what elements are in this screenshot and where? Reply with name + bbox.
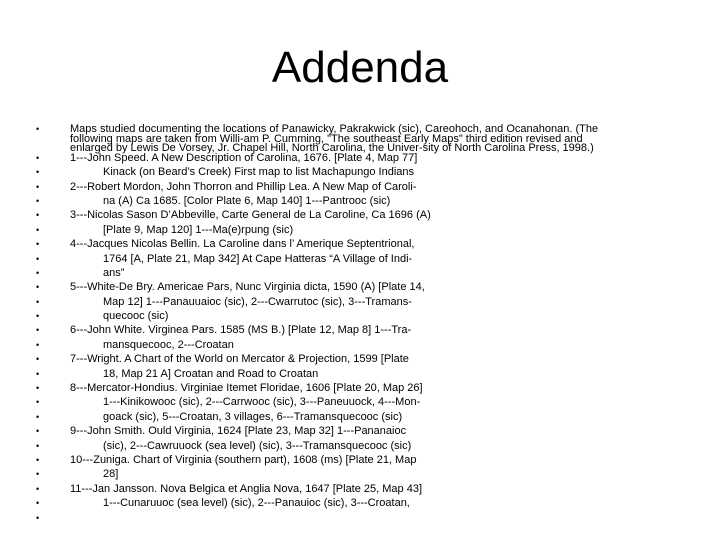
list-item <box>36 165 696 179</box>
list-item <box>36 180 696 194</box>
list-item <box>36 395 696 409</box>
bullet-icon: • <box>36 368 40 379</box>
bullet-icon: • <box>36 267 40 278</box>
line-text: 1764 [A, Plate 21, Map 342] At Cape Hatteras “A Village of Indi- <box>103 252 413 265</box>
line-text: 1---Kinikowooc (sic), 2---Carrwooc (sic), 3---Paneuuock, 4---Mon- <box>103 396 421 409</box>
list-item <box>36 223 696 237</box>
list-item <box>36 511 696 525</box>
list-item <box>36 453 696 467</box>
list-item <box>36 122 696 155</box>
line-text: 4---Jacques Nicolas Bellin. La Caroline dans l’ Amerique Septentrional, <box>70 238 415 251</box>
bullet-icon: • <box>36 311 40 322</box>
bullet-icon: • <box>36 440 40 451</box>
line-text: 5---White-De Bry. Americae Pars, Nunc Virginia dicta, 1590 (A) [Plate 14, <box>70 281 425 294</box>
line-text: quecooc (sic) <box>103 310 169 323</box>
slide-title: Addenda <box>271 43 449 92</box>
bullet-icon: • <box>36 167 40 178</box>
list-item <box>36 266 696 280</box>
bullet-icon: • <box>36 195 40 206</box>
list-item <box>36 338 696 352</box>
line-text: [Plate 9, Map 120] 1---Ma(e)rpung (sic) <box>103 223 294 236</box>
line-text: 10---Zuniga. Chart of Virginia (southern part), 1608 (ms) [Plate 21, Map <box>70 454 417 466</box>
list-item <box>36 410 696 424</box>
line-text: (sic), 2---Cawruuock (sea level) (sic), 3---Tramansquecooc (sic) <box>103 439 412 452</box>
bullet-icon: • <box>36 354 40 365</box>
list-item <box>36 496 696 510</box>
line-text: enlarged by Lewis De Vorsey, Jr. Chapel Hill, North Carolina, the Univer-sity of North Carolina Press, 1998.) <box>70 142 594 155</box>
list-item <box>36 295 696 309</box>
bullet-icon: • <box>36 181 40 192</box>
bullet-icon: • <box>36 282 40 293</box>
bullet-icon: • <box>36 469 40 480</box>
bullet-icon: • <box>36 455 40 465</box>
bullet-icon: • <box>36 224 40 235</box>
list-item <box>36 381 696 395</box>
list-item <box>36 309 696 323</box>
line-text: 9---John Smith. Ould Virginia, 1624 [Plate 23, Map 32] 1---Pananaioc <box>70 425 407 438</box>
list-item <box>36 252 696 266</box>
list-item <box>36 482 696 496</box>
bullet-icon: • <box>36 512 40 523</box>
line-text: 3---Nicolas Sason D’Abbeville, Carte General de La Caroline, Ca 1696 (A) <box>70 209 431 222</box>
bullet-icon: • <box>36 483 40 494</box>
line-text: Maps studied documenting the locations of Panawicky, Pakrakwick (sic), Careohoch, and Ocanahonan. (The <box>70 123 599 135</box>
line-text: 2---Robert Mordon, John Thorron and Phillip Lea. A New Map of Caroli- <box>70 180 417 193</box>
list-item <box>36 208 696 222</box>
list-item <box>36 237 696 251</box>
bullet-icon: • <box>36 253 40 264</box>
line-text: 8---Mercator-Hondius. Virginiae Itemet Floridae, 1606 [Plate 20, Map 26] <box>70 382 423 395</box>
bullet-icon: • <box>36 397 40 408</box>
line-text: Map 12] 1---Panauuaioc (sic), 2---Cwarrutoc (sic), 3---Tramans- <box>103 295 412 308</box>
addenda-list <box>36 122 696 525</box>
bullet-icon: • <box>36 296 40 307</box>
bullet-icon: • <box>36 383 40 394</box>
line-text: 28] <box>103 468 119 481</box>
line-text: goack (sic), 5---Croatan, 3 villages, 6---Tramansquecooc (sic) <box>103 410 403 423</box>
list-item <box>36 367 696 381</box>
line-text: 7---Wright. A Chart of the World on Mercator & Projection, 1599 [Plate <box>70 353 409 366</box>
bullet-icon: • <box>36 210 40 221</box>
bullet-icon: • <box>36 152 40 163</box>
line-text: 11---Jan Jansson. Nova Belgica et Anglia Nova, 1647 [Plate 25, Map 43] <box>70 482 423 495</box>
line-text: 18, Map 21 A] Croatan and Road to Croatan <box>103 367 319 380</box>
list-item <box>36 467 696 481</box>
line-text: na (A) Ca 1685. [Color Plate 6, Map 140] 1---Pantrooc (sic) <box>103 194 391 207</box>
line-text: mansquecooc, 2---Croatan <box>103 338 234 351</box>
line-text: 1---Cunaruuoc (sea level) (sic), 2---Panauioc (sic), 3---Croatan, <box>103 497 410 510</box>
bullet-icon: • <box>36 325 40 336</box>
bullet-icon: • <box>36 124 40 134</box>
line-text: following maps are taken from Willi-am P. Cumming, "The southeast Early Maps" third edition revised and <box>70 132 583 145</box>
list-item <box>36 439 696 453</box>
list-item <box>36 323 696 337</box>
line-text: 6---John White. Virginea Pars. 1585 (MS B.) [Plate 12, Map 8] 1---Tra- <box>70 324 412 337</box>
list-item <box>36 151 696 165</box>
list-item <box>36 352 696 366</box>
list-item <box>36 194 696 208</box>
line-text: 1---John Speed. A New Description of Carolina, 1676. [Plate 4, Map 77] <box>70 151 418 164</box>
list-item <box>36 280 696 294</box>
bullet-icon: • <box>36 498 40 509</box>
line-text: ans” <box>103 266 125 279</box>
bullet-icon: • <box>36 239 40 250</box>
line-text: Kinack (on Beard’s Creek) First map to list Machapungo Indians <box>103 166 414 179</box>
list-item <box>36 424 696 438</box>
bullet-icon: • <box>36 426 40 437</box>
bullet-icon: • <box>36 339 40 350</box>
bullet-icon: • <box>36 411 40 422</box>
